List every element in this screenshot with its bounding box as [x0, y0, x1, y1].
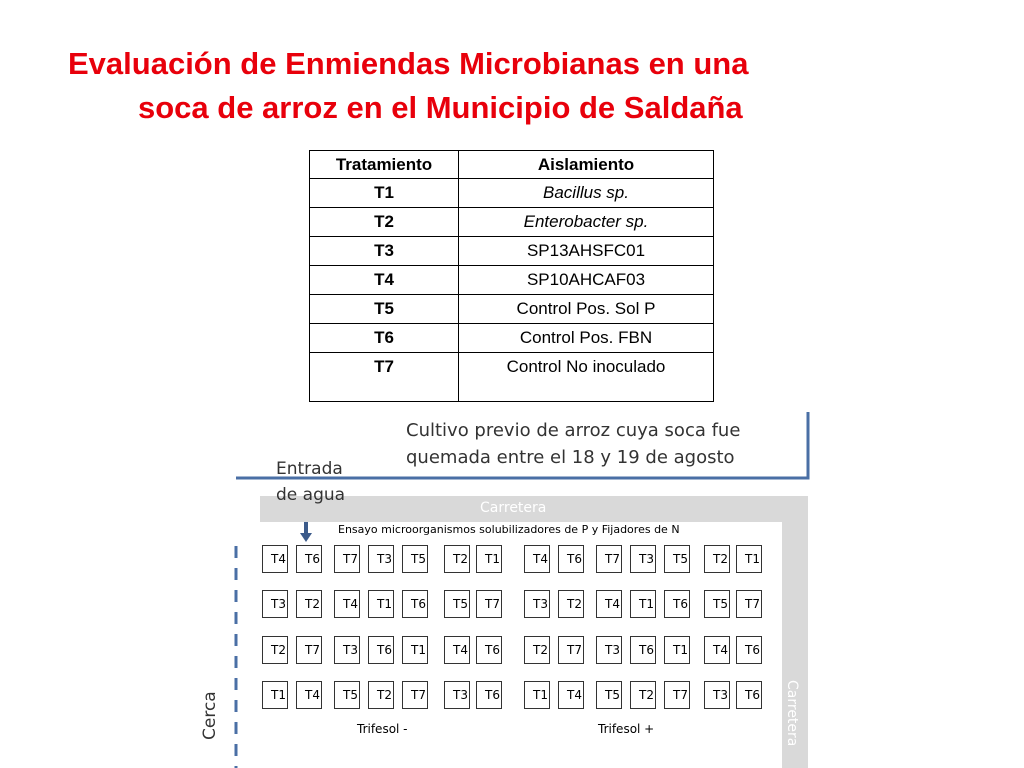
plot-cell: T2: [630, 681, 656, 709]
table-row: [310, 295, 714, 324]
slide-title: [68, 42, 968, 130]
water-entry-label: [276, 456, 345, 508]
plot-cell: T1: [630, 590, 656, 618]
trifesol-plus-label: Trifesol +: [598, 722, 655, 736]
plot-cell: T5: [704, 590, 730, 618]
plot-cell: T5: [664, 545, 690, 573]
plot-cell: T3: [368, 545, 394, 573]
plot-cell: T3: [262, 590, 288, 618]
plot-cell: T1: [368, 590, 394, 618]
plot-cell: T4: [444, 636, 470, 664]
field-layout-diagram: [0, 400, 1024, 768]
treatment-table: [309, 150, 714, 402]
previous-crop-note: [406, 417, 806, 471]
plot-cell: T7: [596, 545, 622, 573]
plot-cell: T1: [476, 545, 502, 573]
plot-cell: T1: [262, 681, 288, 709]
plot-cell: T7: [664, 681, 690, 709]
plot-cell: T3: [596, 636, 622, 664]
isolate-name: Control Pos. FBN: [459, 324, 714, 353]
plot-cell: T7: [736, 590, 762, 618]
plot-cell: T6: [736, 681, 762, 709]
isolate-name: Bacillus sp.: [459, 179, 714, 208]
header-aislamiento: Aislamiento: [459, 151, 714, 179]
plot-cell: T6: [476, 636, 502, 664]
plot-cell: T7: [558, 636, 584, 664]
plot-cell: T6: [736, 636, 762, 664]
plot-cell: T3: [334, 636, 360, 664]
plot-cell: T3: [444, 681, 470, 709]
plot-cell: T2: [368, 681, 394, 709]
plot-cell: T7: [402, 681, 428, 709]
plot-cell: T6: [476, 681, 502, 709]
plot-cell: T7: [296, 636, 322, 664]
road-top-label: Carretera: [480, 500, 547, 516]
treatment-code: T5: [310, 295, 459, 324]
plot-cell: T2: [558, 590, 584, 618]
treatment-code: T4: [310, 266, 459, 295]
table-row: [310, 208, 714, 237]
title-line-2: soca de arroz en el Municipio de Saldaña: [138, 90, 743, 125]
note-line-2: quemada entre el 18 y 19 de agosto: [406, 447, 735, 468]
water-arrow-icon: [300, 533, 312, 542]
treatment-code: T7: [310, 353, 459, 402]
treatment-code: T3: [310, 237, 459, 266]
plot-cell: T6: [664, 590, 690, 618]
treatment-code: T6: [310, 324, 459, 353]
plot-cell: T6: [630, 636, 656, 664]
plot-cell: T6: [558, 545, 584, 573]
trifesol-minus-label: Trifesol -: [357, 722, 408, 736]
plot-cell: T6: [368, 636, 394, 664]
isolate-name: SP13AHSFC01: [459, 237, 714, 266]
plot-cell: T4: [704, 636, 730, 664]
plot-cell: T2: [262, 636, 288, 664]
entrada-line-1: Entrada: [276, 459, 343, 479]
plot-cell: T6: [296, 545, 322, 573]
road-right-label: Carretera: [784, 680, 800, 747]
treatment-code: T1: [310, 179, 459, 208]
entrada-line-2: de agua: [276, 485, 346, 505]
plot-cell: T1: [664, 636, 690, 664]
plot-cell: T2: [296, 590, 322, 618]
table-header-row: [310, 151, 714, 179]
plot-cell: T5: [596, 681, 622, 709]
plot-cell: T2: [704, 545, 730, 573]
plot-cell: T3: [630, 545, 656, 573]
plot-cell: T5: [334, 681, 360, 709]
plot-cell: T5: [444, 590, 470, 618]
table-row: [310, 353, 714, 402]
plot-cell: T2: [444, 545, 470, 573]
plot-cell: T7: [476, 590, 502, 618]
isolate-name: Control Pos. Sol P: [459, 295, 714, 324]
plot-cell: T4: [296, 681, 322, 709]
isolate-name: Control No inoculado: [459, 353, 714, 402]
plot-cell: T4: [524, 545, 550, 573]
table-row: [310, 179, 714, 208]
plot-cell: T2: [524, 636, 550, 664]
plot-cell: T4: [596, 590, 622, 618]
fence-label: Cerca: [200, 691, 220, 740]
plot-cell: T7: [334, 545, 360, 573]
plot-cell: T4: [558, 681, 584, 709]
treatment-code: T2: [310, 208, 459, 237]
plot-grid: [262, 545, 762, 725]
plot-cell: T3: [704, 681, 730, 709]
plot-cell: T1: [524, 681, 550, 709]
trial-label: Ensayo microorganismos solubilizadores de P y Fijadores de N: [338, 523, 680, 536]
plot-cell: T1: [402, 636, 428, 664]
header-tratamiento: Tratamiento: [310, 151, 459, 179]
plot-cell: T4: [334, 590, 360, 618]
isolate-name: SP10AHCAF03: [459, 266, 714, 295]
table-row: [310, 237, 714, 266]
table-row: [310, 324, 714, 353]
plot-cell: T3: [524, 590, 550, 618]
table-row: [310, 266, 714, 295]
note-line-1: Cultivo previo de arroz cuya soca fue: [406, 420, 741, 441]
plot-cell: T1: [736, 545, 762, 573]
plot-cell: T4: [262, 545, 288, 573]
isolate-name: Enterobacter sp.: [459, 208, 714, 237]
plot-cell: T5: [402, 545, 428, 573]
title-line-1: Evaluación de Enmiendas Microbianas en una: [68, 46, 749, 81]
plot-cell: T6: [402, 590, 428, 618]
